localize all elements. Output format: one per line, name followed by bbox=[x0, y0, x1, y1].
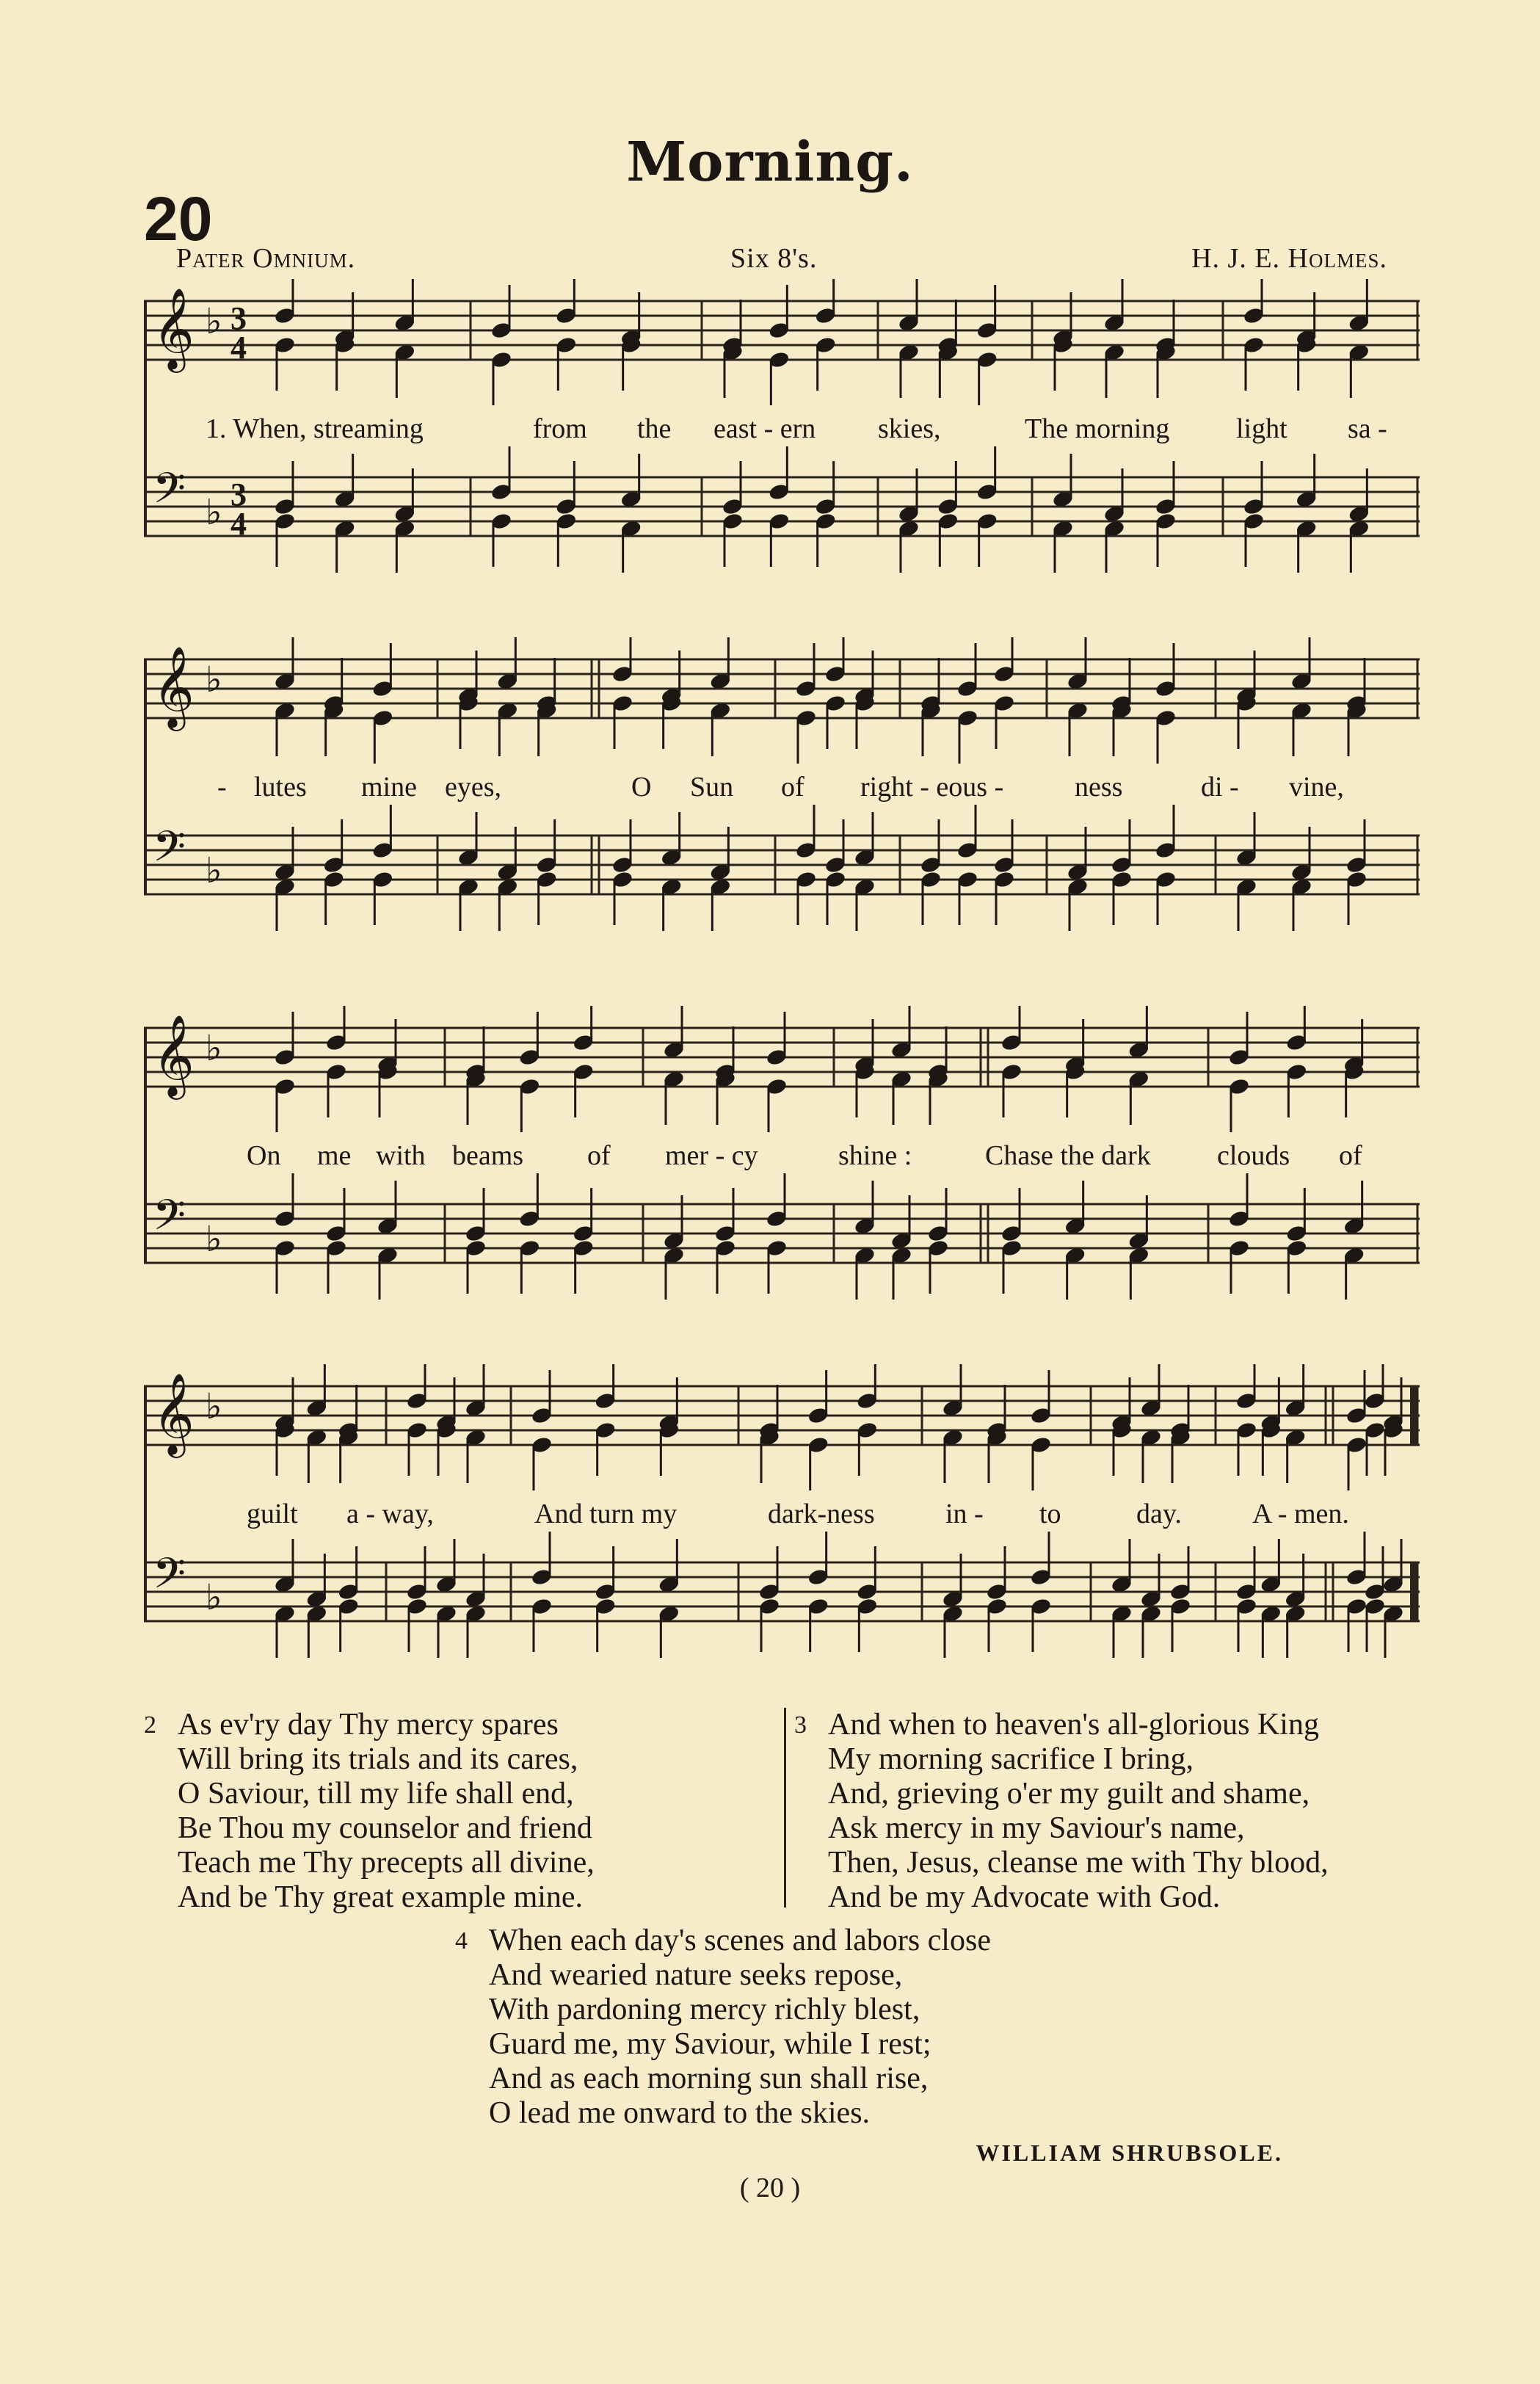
flat-icon: ♭ bbox=[206, 301, 222, 342]
hymn-author: WILLIAM SHRUBSOLE. bbox=[976, 2140, 1283, 2166]
flat-icon: ♭ bbox=[206, 850, 222, 891]
verse-line: My morning sacrifice I bring, bbox=[828, 1742, 1194, 1776]
verse-line: Teach me Thy precepts all divine, bbox=[178, 1846, 595, 1880]
treble-clef-icon: 𝄞 bbox=[153, 1372, 195, 1454]
verse-line: With pardoning mercy richly blest, bbox=[489, 1993, 920, 2026]
flat-icon: ♭ bbox=[206, 1028, 222, 1069]
syllable: a - way, bbox=[346, 1499, 434, 1529]
verse-line: As ev'ry day Thy mercy spares bbox=[178, 1708, 559, 1742]
verse-line: And as each morning sun shall rise, bbox=[489, 2062, 929, 2095]
lyrics-line-2 bbox=[144, 771, 1421, 808]
syllable: east - ern bbox=[713, 413, 816, 444]
syllable: lutes bbox=[254, 772, 307, 802]
syllable: - bbox=[217, 772, 227, 802]
verse-line: Ask mercy in my Saviour's name, bbox=[828, 1811, 1245, 1845]
flat-icon: ♭ bbox=[206, 659, 222, 700]
flat-icon: ♭ bbox=[206, 492, 222, 533]
syllable: beams bbox=[452, 1140, 524, 1171]
treble-clef-icon: 𝄞 bbox=[153, 1014, 195, 1096]
syllable: in - bbox=[945, 1499, 984, 1529]
page-number: ( 20 ) bbox=[739, 2173, 801, 2203]
syllable: dark-ness bbox=[768, 1499, 875, 1529]
syllable: from bbox=[533, 413, 587, 444]
meter: Six 8's. bbox=[730, 243, 818, 274]
bass-clef-icon: 𝄢 bbox=[153, 463, 186, 523]
composer: H. J. E. Holmes. bbox=[1191, 243, 1387, 274]
syllable: of bbox=[1339, 1140, 1362, 1171]
syllable: The morning bbox=[1025, 413, 1170, 444]
syllable: clouds bbox=[1217, 1140, 1290, 1171]
music-system-2 bbox=[144, 637, 1421, 931]
bass-clef-icon: 𝄢 bbox=[153, 822, 186, 882]
syllable: Sun bbox=[690, 772, 734, 802]
verse-line: Will bring its trials and its cares, bbox=[178, 1742, 578, 1776]
verse-line: And when to heaven's all-glorious King bbox=[828, 1708, 1319, 1742]
verse-number: 4 bbox=[455, 1927, 468, 1954]
syllable: me bbox=[317, 1140, 352, 1171]
flat-icon: ♭ bbox=[206, 1219, 222, 1260]
treble-clef-icon: 𝄞 bbox=[153, 287, 195, 369]
verse-number: 3 bbox=[794, 1711, 807, 1739]
verse-line: And be my Advocate with God. bbox=[828, 1880, 1221, 1914]
time-signature-top: 3 bbox=[230, 477, 247, 512]
syllable: eyes, bbox=[445, 772, 502, 802]
tune-name: Pater Omnium. bbox=[176, 243, 356, 274]
time-signature-bottom: 4 bbox=[230, 506, 247, 542]
treble-clef-icon: 𝄞 bbox=[153, 645, 195, 728]
verse-line: And, grieving o'er my guilt and shame, bbox=[828, 1777, 1310, 1811]
syllable: ness bbox=[1075, 772, 1123, 802]
syllable: A - men. bbox=[1252, 1499, 1349, 1529]
syllable: right - eous - bbox=[860, 772, 1004, 802]
verse-line: O lead me onward to the skies. bbox=[489, 2096, 871, 2130]
bass-clef-icon: 𝄢 bbox=[153, 1548, 186, 1609]
music-system-3 bbox=[144, 1006, 1421, 1300]
verse-2 bbox=[144, 1708, 595, 1915]
bass-clef-icon: 𝄢 bbox=[153, 1190, 186, 1250]
music-system-4 bbox=[144, 1364, 1421, 1658]
hymn-title: Morning. bbox=[626, 131, 914, 194]
verse-line: O Saviour, till my life shall end, bbox=[178, 1777, 574, 1811]
syllable: Chase the dark bbox=[985, 1140, 1151, 1171]
syllable: mine bbox=[361, 772, 417, 802]
verse-3 bbox=[794, 1708, 1329, 1915]
flat-icon: ♭ bbox=[206, 1577, 222, 1618]
syllable: to bbox=[1039, 1499, 1061, 1529]
syllable: the bbox=[637, 413, 672, 444]
verse-number: 2 bbox=[144, 1711, 156, 1739]
flat-icon: ♭ bbox=[206, 1386, 222, 1427]
syllable: sa - bbox=[1348, 413, 1387, 444]
syllable: shine : bbox=[838, 1140, 912, 1171]
music-system-1 bbox=[144, 279, 1421, 573]
syllable: And turn my bbox=[534, 1499, 678, 1529]
verse-line: Then, Jesus, cleanse me with Thy blood, bbox=[828, 1846, 1329, 1880]
verse-line: Guard me, my Saviour, while I rest; bbox=[489, 2027, 931, 2061]
hymn-number: 20 bbox=[144, 184, 213, 253]
verse-line: And be Thy great example mine. bbox=[178, 1880, 584, 1914]
syllable: vine, bbox=[1289, 772, 1344, 802]
syllable: day. bbox=[1136, 1499, 1182, 1529]
syllable: guilt bbox=[247, 1499, 298, 1529]
syllable: 1. When, streaming bbox=[206, 413, 424, 444]
syllable: of bbox=[587, 1140, 611, 1171]
lyrics-line-1 bbox=[144, 413, 1421, 449]
syllable: O bbox=[631, 772, 652, 802]
syllable: of bbox=[781, 772, 804, 802]
syllable: mer - cy bbox=[665, 1140, 758, 1171]
time-signature-bottom: 4 bbox=[230, 330, 247, 366]
lyrics-line-4 bbox=[144, 1498, 1421, 1535]
verse-4 bbox=[455, 1924, 991, 2131]
syllable: light bbox=[1236, 413, 1287, 444]
lyrics-line-3 bbox=[144, 1140, 1421, 1176]
verse-line: When each day's scenes and labors close bbox=[489, 1924, 991, 1957]
time-signature-top: 3 bbox=[230, 300, 247, 336]
syllable: skies, bbox=[878, 413, 941, 444]
verse-line: And wearied nature seeks repose, bbox=[489, 1958, 903, 1992]
syllable: di - bbox=[1201, 772, 1239, 802]
syllable: with bbox=[376, 1140, 426, 1171]
verse-divider bbox=[784, 1708, 786, 1907]
syllable: On bbox=[247, 1140, 281, 1171]
verse-line: Be Thou my counselor and friend bbox=[178, 1811, 592, 1845]
